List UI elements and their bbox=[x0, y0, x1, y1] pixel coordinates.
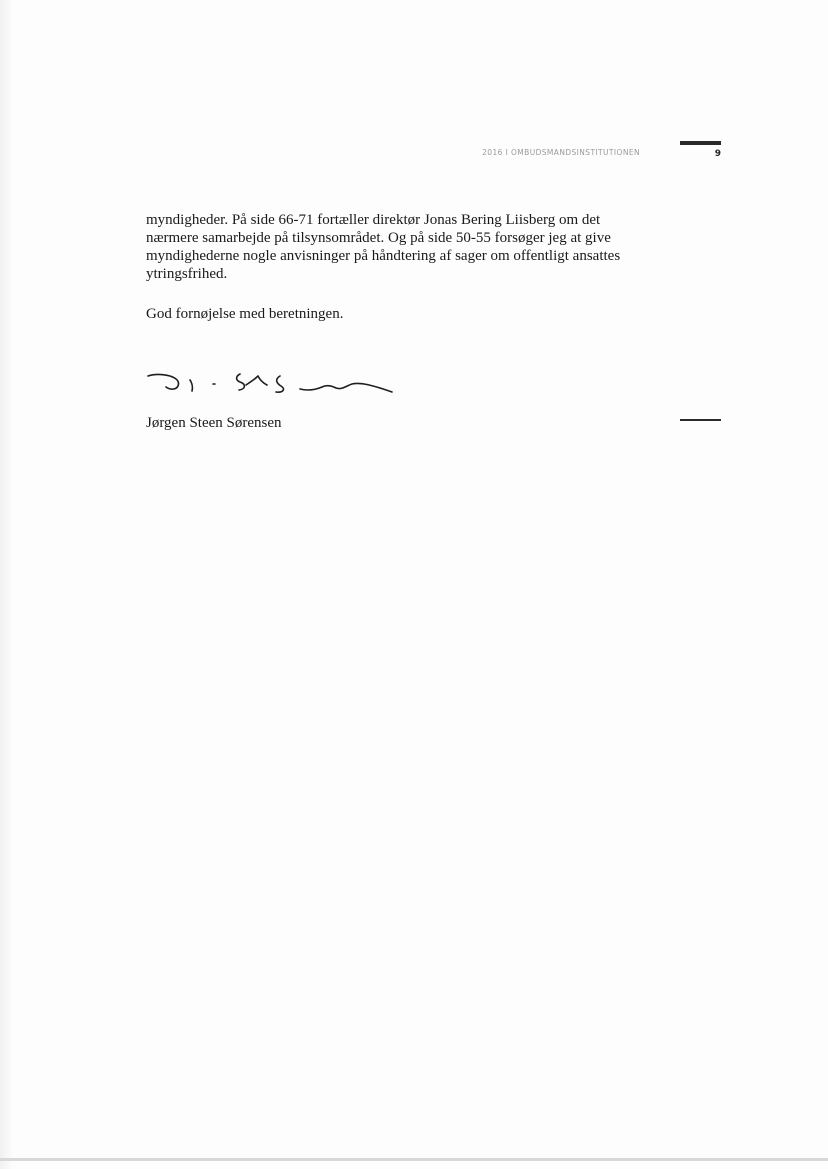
body-line: myndighederne nogle anvisninger på håndtering af sager om offentligt ansattes bbox=[146, 248, 621, 264]
body-line: nærmere samarbejde på tilsynsområdet. Og på side 50-55 forsøger jeg at give bbox=[146, 230, 611, 246]
signer-name: Jørgen Steen Sørensen bbox=[146, 415, 282, 431]
scan-edge-bottom bbox=[0, 1158, 828, 1161]
closing-line: God fornøjelse med beretningen. bbox=[146, 306, 344, 322]
page-number: 9 bbox=[714, 149, 721, 159]
body-line: ytringsfrihed. bbox=[146, 266, 228, 282]
header-rule bbox=[680, 141, 721, 145]
scan-edge-shadow bbox=[0, 0, 14, 1169]
handwritten-signature bbox=[140, 362, 405, 402]
body-line: myndigheder. På side 66-71 fortæller direktør Jonas Bering Liisberg om det bbox=[146, 212, 601, 228]
margin-rule bbox=[680, 419, 721, 421]
body-paragraph bbox=[146, 211, 646, 283]
running-head: 2016 I OMBUDSMANDSINSTITUTIONEN bbox=[482, 148, 640, 157]
